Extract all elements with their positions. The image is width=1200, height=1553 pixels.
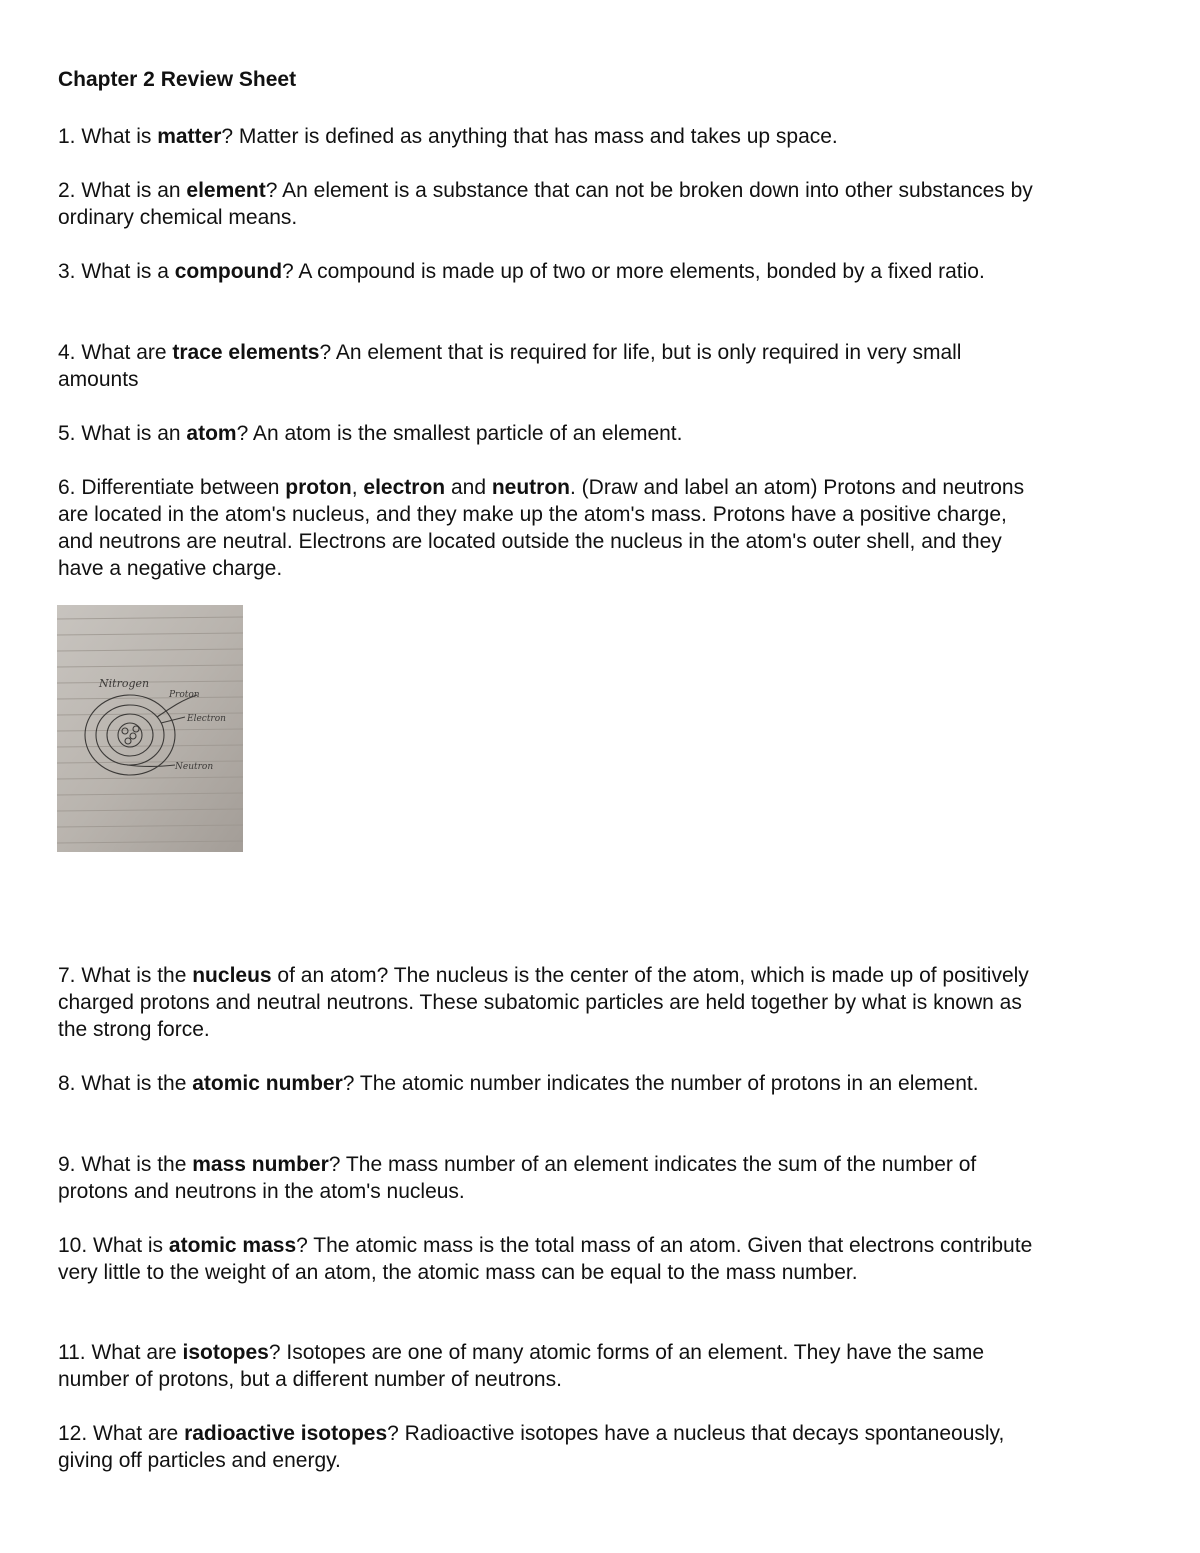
question-7: 7. What is the nucleus of an atom? The nucleus is the center of the atom, which is made up of positively charged protons and neutral neutrons. These subatomic particles are held together by what is known as the strong force. xyxy=(58,964,1029,1041)
term-atom: atom xyxy=(186,422,237,445)
term-neutron: neutron xyxy=(491,476,570,499)
drawing-label-proton: Proton xyxy=(169,690,200,700)
drawing-label-electron: Electron xyxy=(187,714,226,724)
term-atomic-mass: atomic mass xyxy=(168,1234,297,1257)
term-radioactive-isotopes: radioactive isotopes xyxy=(184,1422,388,1445)
question-10: 10. What is atomic mass? The atomic mass is the total mass of an atom. Given that electrons contribute very little to the weight of an atom, the atomic mass can be equal to the mass number. xyxy=(58,1234,1033,1284)
question-9: 9. What is the mass number? The mass number of an element indicates the sum of the number of protons and neutrons in the atom's nucleus. xyxy=(58,1153,977,1203)
atom-drawing-photo xyxy=(57,605,243,852)
term-atomic-number: atomic number xyxy=(192,1072,343,1095)
term-trace-elements: trace elements xyxy=(172,341,320,364)
question-3: 3. What is a compound? A compound is made up of two or more elements, bonded by a fixed ratio. xyxy=(58,260,985,283)
term-compound: compound xyxy=(174,260,283,283)
drawing-label-neutron: Neutron xyxy=(175,762,214,772)
question-5: 5. What is an atom? An atom is the smallest particle of an element. xyxy=(58,422,683,445)
term-matter: matter xyxy=(157,125,222,148)
page-title: Chapter 2 Review Sheet xyxy=(58,68,297,91)
term-proton: proton xyxy=(285,476,352,499)
term-nucleus: nucleus xyxy=(192,964,272,987)
term-isotopes: isotopes xyxy=(182,1341,269,1364)
question-1: 1. What is matter? Matter is defined as anything that has mass and takes up space. xyxy=(58,125,838,148)
term-electron: electron xyxy=(363,476,446,499)
question-6: 6. Differentiate between proton, electron and neutron. (Draw and label an atom) Protons and neutrons are located in the atom's nucleus, and they make up the atom's mass. Protons have a positive charge, and neutrons are neutral. Electrons are located outside the nucleus in the atom's outer shell, and they have a negative charge. xyxy=(58,476,1025,580)
drawing-label-title: Nitrogen xyxy=(99,677,150,690)
term-mass-number: mass number xyxy=(192,1153,329,1176)
question-2: 2. What is an element? An element is a substance that can not be broken down into other substances by ordinary chemical means. xyxy=(58,179,1033,229)
question-8: 8. What is the atomic number? The atomic number indicates the number of protons in an element. xyxy=(58,1072,979,1095)
term-element: element xyxy=(186,179,266,202)
question-4: 4. What are trace elements? An element that is required for life, but is only required in very small amounts xyxy=(58,341,962,391)
question-12: 12. What are radioactive isotopes? Radioactive isotopes have a nucleus that decays spontaneously, giving off particles and energy. xyxy=(58,1422,1005,1472)
question-11: 11. What are isotopes? Isotopes are one of many atomic forms of an element. They have the same number of protons, but a different number of neutrons. xyxy=(58,1341,985,1391)
